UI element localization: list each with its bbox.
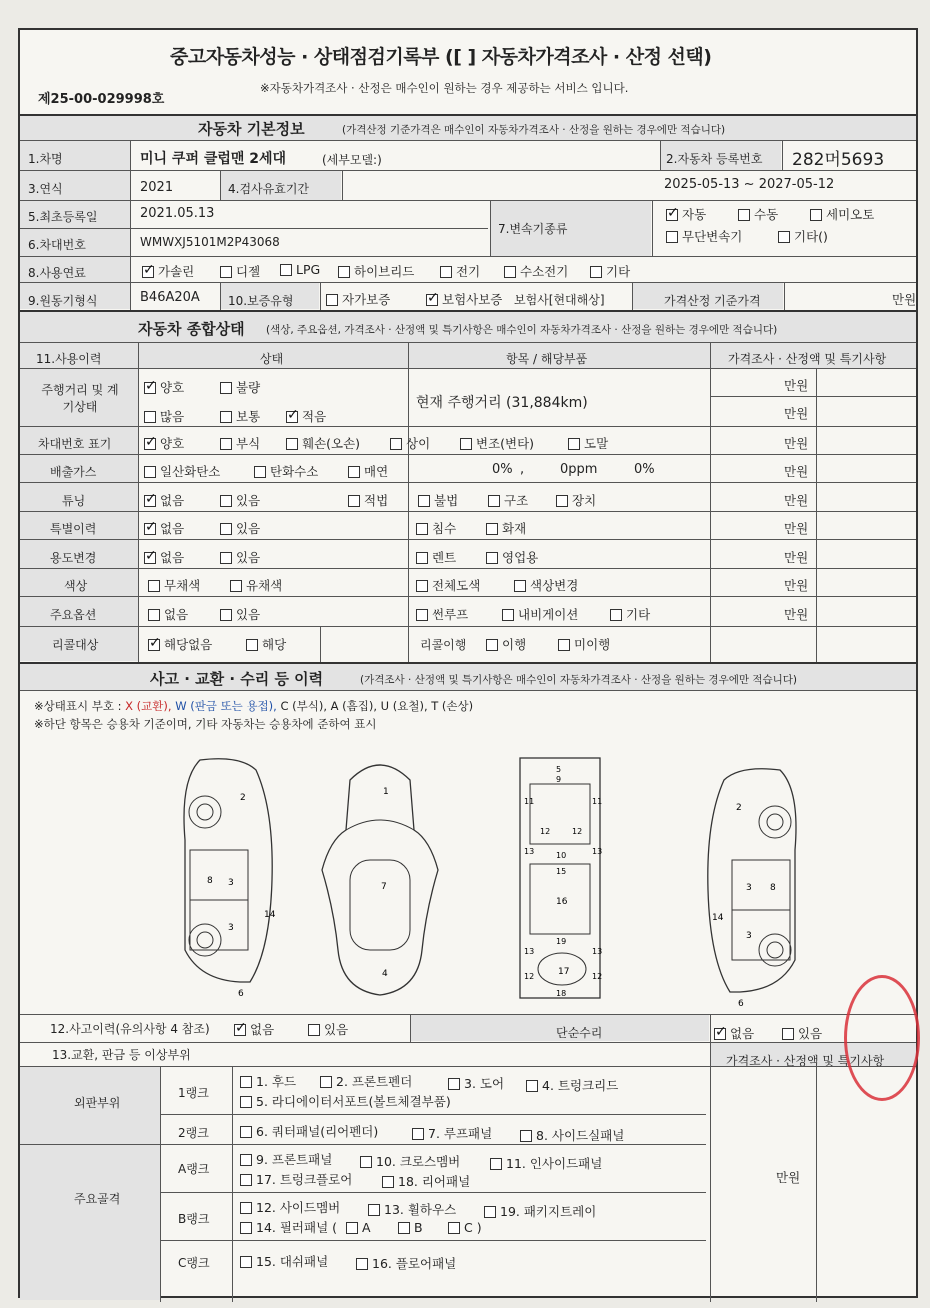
vin-mark-corrosion[interactable]: 부식 (220, 434, 260, 452)
simple-repair-none[interactable]: ✓ 없음 (714, 1024, 754, 1042)
accident-exists[interactable]: 있음 (308, 1020, 348, 1038)
color-price-unit: 만원 (784, 578, 809, 593)
diagram-right-label-0: 2 (736, 803, 742, 813)
basic-info-heading: 자동차 기본정보 (198, 120, 305, 138)
engine-type-label: 9.원동기형식 (28, 294, 98, 308)
special-history-label: 특별이력 (50, 522, 97, 536)
vin-marking-label: 차대번호 표기 (38, 437, 112, 451)
accident-heading: 사고 · 교환 · 수리 등 이력 (150, 670, 324, 688)
fuel-hydrogen[interactable]: 수소전기 (504, 262, 568, 280)
parts-price-header: 가격조사 · 산정액 및 특기사항 (726, 1054, 885, 1068)
diagram-under-label-0: 5 (556, 765, 562, 774)
diagram-top-label-0: 1 (383, 787, 389, 797)
car-right-side-diagram (700, 760, 820, 1009)
diagram-under-label-8: 10 (556, 851, 567, 860)
part-floor-panel[interactable]: 16. 플로어패널 (356, 1254, 456, 1272)
model-year: 2021 (140, 180, 174, 195)
part-hood[interactable]: 1. 후드 (240, 1072, 296, 1090)
legend-line-2: ※하단 항목은 승용차 기준이며, 기타 자동차는 승용차에 준하여 표시 (34, 717, 377, 731)
fuel-label: 8.사용연료 (28, 266, 86, 280)
mileage-good[interactable]: ✓양호 (144, 378, 184, 396)
part-rear-panel[interactable]: 18. 리어패널 (382, 1172, 470, 1190)
year-label: 3.연식 (28, 182, 63, 196)
usage-exists[interactable]: 있음 (220, 548, 260, 566)
part-pillar-panel[interactable]: 14. 필러패널 ( (240, 1218, 337, 1236)
warranty-insurance[interactable]: ✓ 보험사보증 (426, 290, 502, 308)
recall-not-done[interactable]: 미이행 (558, 635, 610, 653)
fuel-electric[interactable]: 전기 (440, 262, 480, 280)
registration-number: 282머5693 (792, 150, 885, 170)
rank-1-label: 1랭크 (178, 1086, 209, 1100)
vin-mark-damaged[interactable]: 훼손(오손) (286, 434, 360, 452)
mileage-bad[interactable]: 불량 (220, 378, 260, 396)
part-front-fender[interactable]: 2. 프론트펜더 (320, 1072, 412, 1090)
trans-semi-auto[interactable]: 세미오토 (810, 205, 874, 223)
status-header: 상태 (260, 352, 284, 366)
part-trunk-floor[interactable]: 17. 트렁크플로어 (240, 1170, 352, 1188)
car-underbody-diagram (510, 754, 610, 1004)
usage-commercial[interactable]: 영업용 (486, 548, 538, 566)
recall-not-applicable[interactable]: ✓ 해당없음 (148, 635, 212, 653)
hc-value: 0ppm (560, 462, 598, 477)
usage-change-label: 용도변경 (50, 551, 97, 565)
first-registration-label: 5.최초등록일 (28, 210, 98, 224)
overall-status-note: (색상, 주요옵션, 가격조사 · 산정액 및 특기사항은 매수인이 자동차가격조사 · 산정을 원하는 경우에만 적습니다) (266, 324, 778, 336)
accident-note: (가격조사 · 산정액 및 특기사항은 매수인이 자동차가격조사 · 산정을 원하는 경우에만 적습니다) (360, 674, 798, 686)
diagram-left-label-3: 3 (228, 923, 234, 933)
fuel-diesel[interactable]: 디젤 (220, 262, 260, 280)
car-left-side-diagram (160, 750, 280, 999)
accident-history-label: 12.사고이력(유의사항 4 참조) (50, 1022, 210, 1036)
emission-label: 배출가스 (50, 465, 97, 479)
usage-history-header: 11.사용이력 (36, 352, 102, 366)
special-none[interactable]: ✓ 없음 (144, 519, 184, 537)
vin-number: WMWXJ5101M2P43068 (140, 235, 280, 249)
diagram-under-label-1: 9 (556, 775, 562, 784)
diagram-left-label-5: 6 (238, 989, 244, 999)
diagram-under-label-4: 13 (524, 847, 535, 856)
diagram-under-label-9: 15 (556, 867, 567, 876)
part-cross-member[interactable]: 10. 크로스멤버 (360, 1152, 460, 1170)
color-label: 색상 (64, 579, 88, 593)
part-trunk-lid[interactable]: 4. 트렁크리드 (526, 1076, 618, 1094)
diagram-under-label-15: 17 (558, 967, 570, 977)
diagram-right-label-4: 14 (712, 913, 724, 923)
inspection-validity: 2025-05-13 ~ 2027-05-12 (664, 177, 835, 192)
trans-other[interactable]: 기타() (778, 227, 828, 245)
emission-hc[interactable]: 탄화수소 (254, 462, 318, 480)
vin-mark-different[interactable]: 상이 (390, 434, 430, 452)
diagram-right-label-3: 3 (746, 931, 752, 941)
abnormal-parts-label: 13.교환, 판금 등 이상부위 (52, 1048, 191, 1062)
price-basis-label: 가격산정 기준가격 (664, 294, 761, 308)
registration-number-label: 2.자동차 등록번호 (666, 152, 763, 166)
diagram-top-label-2: 4 (382, 969, 388, 979)
tuning-structure[interactable]: 구조 (488, 491, 528, 509)
co-value: 0% (492, 462, 513, 477)
mileage-label: 주행거리 및 계기상태 (41, 383, 119, 414)
diagram-under-label-3: 11 (592, 797, 603, 806)
vin-label: 6.차대번호 (28, 238, 86, 252)
usage-rental[interactable]: 렌트 (416, 548, 456, 566)
transmission-label: 7.변속기종류 (498, 222, 568, 236)
recall-label: 리콜대상 (52, 638, 99, 652)
warranty-type-label: 10.보증유형 (228, 294, 294, 308)
diagram-under-label-12: 13 (524, 947, 535, 956)
smoke-value: 0% (634, 462, 655, 477)
part-package-tray[interactable]: 19. 패키지트레이 (484, 1202, 596, 1220)
emission-smoke[interactable]: 매연 (348, 462, 388, 480)
diagram-right-label-2: 8 (770, 883, 776, 893)
emission-co[interactable]: 일산화탄소 (144, 462, 220, 480)
color-full-repaint[interactable]: 전체도색 (416, 576, 480, 594)
part-quarter-panel[interactable]: 6. 쿼터패널(리어펜더) (240, 1122, 378, 1140)
part-door[interactable]: 3. 도어 (448, 1074, 504, 1092)
color-change[interactable]: 색상변경 (514, 576, 578, 594)
overall-status-heading: 자동차 종합상태 (138, 320, 245, 338)
part-inside-panel[interactable]: 11. 인사이드패널 (490, 1154, 602, 1172)
accident-none[interactable]: ✓ 없음 (234, 1020, 274, 1038)
document-number: 제25-00-029998호 (38, 92, 165, 107)
options-exists[interactable]: 있음 (220, 605, 260, 623)
tuning-exists[interactable]: 있음 (220, 491, 260, 509)
fuel-hybrid[interactable]: 하이브리드 (338, 262, 414, 280)
option-navigation[interactable]: 내비게이션 (502, 605, 578, 623)
main-frame-label: 주요골격 (74, 1192, 121, 1206)
color-achromatic[interactable]: 무채색 (148, 576, 200, 594)
diagram-under-label-17: 18 (556, 989, 567, 998)
part-pillar-b[interactable]: B (398, 1220, 423, 1235)
rank-2-label: 2랭크 (178, 1126, 209, 1140)
official-seal-stamp (844, 975, 920, 1101)
tuning-label: 튜닝 (62, 494, 86, 508)
mileage-price-unit-2: 만원 (784, 406, 809, 421)
diagram-right-label-5: 6 (738, 999, 744, 1009)
main-options-label: 주요옵션 (50, 608, 97, 622)
fuel-lpg[interactable]: LPG (280, 262, 320, 277)
part-pillar-a[interactable]: A (346, 1220, 371, 1235)
car-model-detail: (세부모델:) (322, 153, 382, 167)
diagram-under-label-7: 12 (572, 827, 583, 836)
diagram-under-label-10: 16 (556, 897, 568, 907)
diagram-left-label-4: 14 (264, 910, 276, 920)
mileage-price-unit-1: 만원 (784, 378, 809, 393)
current-mileage: 현재 주행거리 (31,884km) (416, 395, 588, 411)
diagram-under-label-11: 19 (556, 937, 567, 946)
diagram-under-label-14: 12 (524, 972, 535, 981)
basic-info-note: (가격산정 기준가격은 매수인이 자동차가격조사 · 산정을 원하는 경우에만 적습니다) (342, 124, 726, 136)
fuel-gasoline[interactable]: ✓ 가솔린 (142, 262, 194, 280)
diagram-top-label-1: 7 (381, 882, 387, 892)
usage-price-unit: 만원 (784, 550, 809, 565)
simple-repair-label: 단순수리 (556, 1026, 603, 1040)
parts-price-unit: 만원 (776, 1170, 801, 1185)
tuning-legal[interactable]: 적법 (348, 491, 388, 509)
rank-a-label: A랭크 (178, 1162, 210, 1176)
recall-done[interactable]: 이행 (486, 635, 526, 653)
mileage-normal[interactable]: 보통 (220, 407, 260, 425)
part-side-member[interactable]: 12. 사이드멤버 (240, 1198, 340, 1216)
options-price-unit: 만원 (784, 607, 809, 622)
vin-mark-altered[interactable]: 변조(변타) (460, 434, 534, 452)
diagram-under-label-16: 12 (592, 972, 603, 981)
part-front-panel[interactable]: 9. 프론트패널 (240, 1150, 332, 1168)
simple-repair-exists[interactable]: 있음 (782, 1024, 822, 1042)
mileage-low[interactable]: ✓ 적음 (286, 407, 326, 425)
option-other[interactable]: 기타 (610, 605, 650, 623)
usage-none[interactable]: ✓ 없음 (144, 548, 184, 566)
recall-done-label: 리콜이행 (420, 638, 467, 652)
diagram-right-label-1: 3 (746, 883, 752, 893)
inspection-validity-label: 4.검사유효기간 (228, 182, 310, 196)
diagram-under-label-5: 13 (592, 847, 603, 856)
fuel-other[interactable]: 기타 (590, 262, 630, 280)
part-roof-panel[interactable]: 7. 루프패널 (412, 1124, 492, 1142)
car-name-label: 1.차명 (28, 152, 63, 166)
special-fire[interactable]: 화재 (486, 519, 526, 537)
vin-mark-smeared[interactable]: 도말 (568, 434, 608, 452)
vin-mark-price-unit: 만원 (784, 436, 809, 451)
vin-mark-good[interactable]: ✓ 양호 (144, 434, 184, 452)
emission-price-unit: 만원 (784, 464, 809, 479)
mileage-many[interactable]: 많음 (144, 407, 184, 425)
warranty-insurer: 보험사[현대해상] (514, 293, 605, 307)
car-name: 미니 쿠퍼 클럽맨 2세대 (140, 151, 287, 167)
warranty-self[interactable]: 자가보증 (326, 290, 390, 308)
diagram-left-label-0: 2 (240, 793, 246, 803)
color-chromatic[interactable]: 유채색 (230, 576, 282, 594)
part-radiator-support[interactable]: 5. 라디에이터서포트(볼트체결부품) (240, 1092, 451, 1110)
document-title: 중고자동차성능 · 상태점검기록부 ([ ] 자동차가격조사 · 산정 선택) (170, 46, 712, 68)
diagram-under-label-2: 11 (524, 797, 535, 806)
special-flood[interactable]: 침수 (416, 519, 456, 537)
tuning-none[interactable]: ✓ 없음 (144, 491, 184, 509)
options-none[interactable]: 없음 (148, 605, 188, 623)
diagram-left-label-1: 8 (207, 876, 213, 886)
price-remark-header: 가격조사 · 산정액 및 특기사항 (728, 352, 887, 366)
inspection-record-sheet: 중고자동차성능 · 상태점검기록부 ([ ] 자동차가격조사 · 산정 선택) 제25-00-029998호 ※자동차가격조사 · 산정은 매수인이 원하는 경우 제공하는 서비스 입니다. 자동차 기본정보 (가격산정 기준가격은 매수인이 자동차가격조사 · 산정을 원하는 경우에만 적습니다) 1.차명 미니 쿠퍼 클럽맨 2세대 (세부모델:) 2.자동차 등록번호 282머5693 3.연식 2021 4.검사유효기간 2025-05-13 ~ 2027-05-12 5.최초등록일 2021.05.13 7.변속기종류 ✓자동 수동 세미오토 무단변속기 기타() 6.차대번호 WMWXJ5101M2P43068 8.사용연료 ✓ 가솔린 디젤 LPG 하이브리드 전기 수소전기 기타 9.원동기형식 B46A20A 10.보증유형 자가보증 ✓ 보험사보증 보험사[현대해상] 가격산정 기준가격 만원 자동차 종합상태 (색상, 주요옵션, 가격조사 · 산정액 및 특기사항은 매수인이 자동차가격조사 · 산정을 원하는 경우에만 적습니다) 11.사용이력 상태 항목 / 해당부품 가격조사 · 산정액 및 특기사항 주행거리 및 계기상태 ✓양호 불량 많음 보통 ✓ 적음 현재 주행거리 (31,884km) 만원 만원 차대번호 표기 ✓ 양호 부식 훼손(오손) 상이 변조(변타) 도말 만원 배출가스 일산화탄소 탄화수소 매연 0% , 0ppm 0% 만원 튜닝 ✓ 없음 있음 적법 불법 구조 장치 만원 특별이력 ✓ 없음 있음 침수 화재 만원 용도변경 ✓ 없음 있음 렌트 영업용 만원 색상 무채색 유채색 전체도색 색상변경 만원 주요옵션 없음 있음 썬루프 내비게이션 기타 만원 리콜대상 ✓ 해당없음 해당 리콜이행 이행 미이행 사고 · 교환 · 수리 등 이력 (가격조사 · 산정액 및 특기사항은 매수인이 자동차가격조사 · 산정을 원하는 경우에만 적습니다) ※상태표시 부호 : X (교환), W (판금 또는 용접), C (부식), A (흠집), U (요철), T (손상) ※하단 항목은 승용차 기준이며, 기타 자동차는 승용차에 준하여 표시 2 8 3 3 14 6 1 7 4 5 9 11 11 13 13 12 12 10 15 16 19 13 13 12 17 12 18 2 3 8 3 14 6 12.사고이력(유의사항 4 참조) ✓ 없음 있음 단순수리 ✓ 없음 있음 13.교환, 판금 등 이상부위 가격조사 · 산정액 및 특기사항 만원 외판부위 1랭크 1. 후드 2. 프론트펜더 3. 도어 4. 트렁크리드 5. 라디에이터서포트(볼트체결부품) 2랭크 6. 쿼터패널(리어펜더) 7. 루프패널 8. 사이드실패널 주요골격 A랭크 9. 프론트패널 10. 크로스멤버 11. 인사이드패널 17. 트렁크플로어 18. 리어패널 B랭크 12. 사이드멤버 13. 휠하우스 19. 패키지트레이 14. 필러패널 ( A B C ) C랭크 15. 대쉬패널 16. 플로어패널 (18, 28, 918, 1298)
price-basis-unit: 만원 (892, 292, 917, 307)
tuning-illegal[interactable]: 불법 (418, 491, 458, 509)
tuning-price-unit: 만원 (784, 493, 809, 508)
service-notice: ※자동차가격조사 · 산정은 매수인이 원하는 경우 제공하는 서비스 입니다. (260, 81, 629, 95)
trans-cvt[interactable]: 무단변속기 (666, 227, 742, 245)
engine-type: B46A20A (140, 290, 200, 305)
trans-auto[interactable]: ✓자동 (666, 205, 706, 223)
diagram-under-label-13: 13 (592, 947, 603, 956)
tuning-device[interactable]: 장치 (556, 491, 596, 509)
rank-b-label: B랭크 (178, 1212, 210, 1226)
first-registration-date: 2021.05.13 (140, 206, 215, 221)
part-side-sill[interactable]: 8. 사이드실패널 (520, 1126, 624, 1144)
car-top-diagram (310, 750, 450, 1000)
part-pillar-c[interactable]: C ) (448, 1220, 482, 1235)
diagram-left-label-2: 3 (228, 878, 234, 888)
diagram-under-label-6: 12 (540, 827, 551, 836)
outer-panel-label: 외판부위 (74, 1096, 121, 1110)
rank-c-label: C랭크 (178, 1256, 210, 1270)
special-price-unit: 만원 (784, 521, 809, 536)
legend-line-1: ※상태표시 부호 : X (교환), W (판금 또는 용접), C (부식), A (흠집), U (요철), T (손상) (34, 699, 474, 713)
option-sunroof[interactable]: 썬루프 (416, 605, 468, 623)
item-header: 항목 / 해당부품 (506, 352, 588, 366)
trans-manual[interactable]: 수동 (738, 205, 778, 223)
recall-applicable[interactable]: 해당 (246, 635, 286, 653)
part-dash-panel[interactable]: 15. 대쉬패널 (240, 1252, 328, 1270)
special-exists[interactable]: 있음 (220, 519, 260, 537)
part-wheel-house[interactable]: 13. 휠하우스 (368, 1200, 456, 1218)
